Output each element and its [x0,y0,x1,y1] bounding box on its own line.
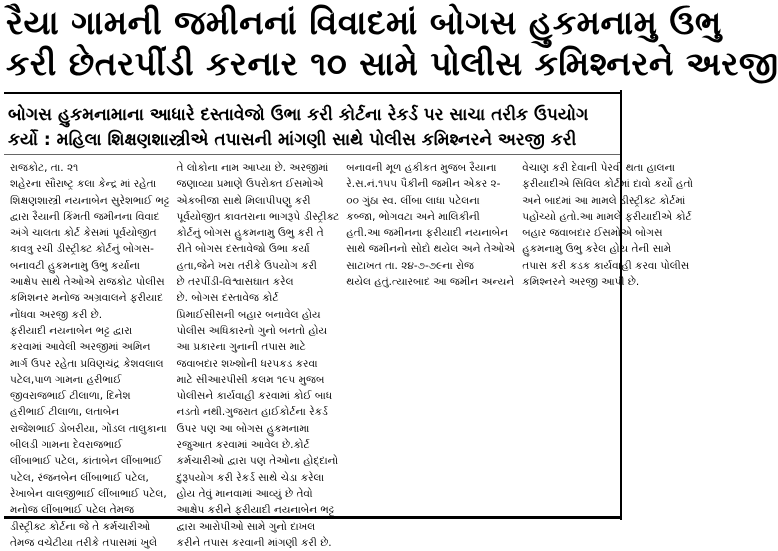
article-text-line: પોલીસ અધિકારનો ગુનો બનતો હોય [176,324,328,337]
article-text-line: કાવત્રુ રચી ડીસ્ટ્રીક્ટ કોર્ટનું બોગસ- [10,243,154,256]
article-text-line: હતી.આ જમીનના ફરીયાદી નયનાબેન [346,227,509,240]
article-text-line: શિક્ષણશાસ્ત્રી નયનાબેન સુરેશભાઈ ભટ્ટ [10,194,170,207]
article-text-line: મનોજ લીંબાભાઈ પટેલ તેમજ [10,504,135,517]
article-text-line: ઉપર પણ આ બોગસ હુકમનામા [176,422,310,435]
article-text-line: ફરીયાદી નયનાબેન ભટ્ટ દ્વારા [10,324,133,337]
article-text-line: કમિશનર મનોજ અગ્રવાલને ફરીયાદ [10,292,163,305]
article-text-line: બીલડી ગામના દેવરાજભાઈ [10,439,123,452]
article-text-line: હતા,જેને ખરા તરીકે ઉપયોગ કરી [176,259,317,272]
article-text-line: આક્ષેપ કરીને ફરીયાદી નયનાબેન ભટ્ટ [176,504,335,517]
article-text-line: બહાર જવાબદાર ઈસમોએ બોગસ [522,227,663,240]
subheadline-line-1: બોગસ હુકમનામાના આધારે દસ્તાવેજો ઉભા કરી કોર્ટના રેકર્ડ પર સાચા તરીક ઉપયોગ [8,105,589,125]
article-text-line: પ્રિમાઈસીસની બહાર બનાવેલ હોય [176,308,321,321]
article-text-line: માટે સીઆરપીસી કલમ ૧૯૫ મુજબ [176,373,325,386]
article-text-line: જીવરાજભાઈ ટીલાળા, દિનેશ [10,390,131,403]
article-text-line: હરીભાઈ ટીલાળા, લતાબેન [10,406,120,419]
article-text-line: દ્વારા રૈયાની કિંમતી જમીનના વિવાદ [10,210,160,223]
headline-line-2: કરી છેતરપીંડી કરનાર ૧૦ સામે પોલીસ કમિશ્નરને અરજી [6,44,778,83]
article-text-line: માર્ગ ઉપર રહેતા પ્રવિણચંદ્ર કેશવલાલ [10,357,164,370]
article-text-line: દ્વારા આરોપીઓ સામે ગુનો દાખલ [176,520,316,533]
article-text-line: કમિશ્નરને અરજી આપી છે. [522,276,640,289]
article-text-line: પોલીસને કાર્યવાહી કરવામાં કોઈ બાધ [176,390,333,403]
article-text-line: અંગે ચાલતા કોર્ટ કેસમાં પૂર્વયોજીત [10,227,157,240]
headline-divider [4,92,620,94]
article-text-line: તેમજ વચેટીયા તરીકે તપાસમાં ખુલે [10,536,158,549]
article-text-line: રેખાબેન વાલજીભાઈ લીંબાભાઈ પટેલ, [10,487,167,500]
article-text-line: ૦૦ ગુંઠા સ્વ. લીંબા લાધા પટેલના [346,194,480,207]
article-text-line: કોર્ટનું બોગસ હુકમનામુ ઉભુ કરી તે [176,227,324,240]
article-text-line: હોય તેવું માનવામાં આવ્યું છે તેવો [176,487,313,500]
article-text-line: રે.સ.નં.૧૫૫ પૈકીની જમીન એકર ૨- [346,178,501,191]
article-text-line: રજુઆત કરવામાં આવેલ છે.કોર્ટ [176,439,310,452]
article-text-line: લીંબાભાઈ પટેલ, કાંતાબેન લીંબાભાઈ [10,455,163,468]
article-text-line: રાજેશભાઈ ડોબરીયા, ગોંડલ તાલુકાના [10,422,167,435]
article-body [10,160,694,549]
article-column-2 [176,160,340,549]
article-text-line: થયેલ હતું.ત્યારબાદ આ જમીન અન્યને [346,276,515,289]
article-text-line: બનાવની મૂળ હકીકત મુજબ રૈયાના [346,162,497,174]
article-column-3 [346,160,515,506]
article-text-line: જવાબદાર શખ્શોની ધરપકડ કરવા [176,357,318,370]
article-bottom-rule [4,516,620,519]
article-text-line: સાટાખત તા. ૨૪-૭-૭૯ના રોજ [346,259,474,272]
article-text-line: રીતે બોગસ દસ્તાવેજો ઉભા કર્યા [176,243,310,256]
article-column-4 [522,160,693,506]
article-text-line: અને બાદમાં આ મામલે ડીસ્ટ્રીક્ટ કોર્ટમાં [522,194,686,207]
article-text-line: છે તરપીંડી-વિશ્વાસઘાત કરેલ [176,276,294,289]
article-text-line: ફરીયાદીએ સિવિલ કોર્ટમાં દાવો કર્યો હતો [522,178,694,191]
article-text-line: કર્મચારીઓ દ્વારા પણ તેઓના હોદ્દાનો [176,455,339,468]
article-text-line: કરીને તપાસ કરવાની માંગણી કરી છે. [176,536,332,549]
article-text-line: આક્ષેપ સાથે તેઓએ રાજકોટ પોલીસ [10,276,165,289]
article-text-line: વેચાણ કરી દેવાની પેરવી થતા હાલના [522,162,676,174]
subheadline-divider [4,154,620,155]
article-text-line: નડતો નથી.ગુજરાત હાઈકોર્ટના રેકર્ડ [176,406,328,419]
article-text-line: પટેલ, રંજનબેન લીંબાભાઈ પટેલ, [10,471,149,484]
headline-line-1: રૈયા ગામની જમીનનાં વિવાદમાં બોગસ હુકમનામુ ઉભુ [6,3,722,42]
article-text-line: રાજકોટ, તા. ૨૧ [10,162,79,174]
article-text-line: ડીસ્ટ્રીક્ટ કોર્ટના જે તે કર્મચારીઓ [10,520,151,533]
article-text-line: શહેરના સૌરાષ્ટ્ર કલા કેન્દ્ર માં રહેતા [10,178,157,191]
article-text-line: એકબીજા સાથે મિલાપીપણુ કરી [176,194,311,207]
article-text-line: સાથે જમીનનો સોદો થયેલ અને તેઓએ [346,243,516,256]
article-text-line: પૂર્વયોજીત કાવતરાના ભાગરૂપે ડીસ્ટ્રીક્ટ [176,210,340,223]
subheadline [8,103,618,153]
article-text-line: પટેલ,પાળ ગામના હરીભાઈ [10,373,122,386]
article-text-line: આ પ્રકારના ગુનાની તપાસ માટે [176,341,306,354]
article-text-line: દુરૂપયોગ કરી રેકર્ડ સાથે ચેડા કરેલા [176,471,325,484]
article-text-line: હુકમનામુ ઉભુ કરેલ હોય તેની સામે [522,243,672,256]
article-text-line: છે. બોગસ દસ્તાવેજ કોર્ટ [176,292,279,305]
subheadline-line-2: કર્યો : મહિલા શિક્ષણશાસ્ત્રીએ તપાસની માંગણી સાથે પોલીસ કમિશ્નરને અરજી કરી [8,130,577,150]
article-text-line: તપાસ કરી કડક કાર્યવાહી કરવા પોલીસ [522,259,690,272]
article-text-line: નોંધવા અરજી કરી છે. [10,308,103,321]
article-column-1 [10,160,170,549]
article-text-line: પહોંચ્યો હતો.આ મામલે ફરીયાદીએ કોર્ટ [522,210,692,223]
article-text-line: બનાવટી હુકમનામુ ઉભુ કર્યાના [10,259,140,272]
article-text-line: કરવામાં આવેલી અરજીમાં અમિન [10,341,151,354]
headline [6,2,778,84]
article-text-line: કબ્જા, ભોગવટા અને માલિકીની [346,210,480,223]
article-text-line: જણાવ્યા પ્રમાણે ઉપરોક્ત ઈસમોએ [176,178,324,191]
article-text-line: તે લોકોના નામ આપ્યા છે. અરજીમાં [176,162,329,174]
